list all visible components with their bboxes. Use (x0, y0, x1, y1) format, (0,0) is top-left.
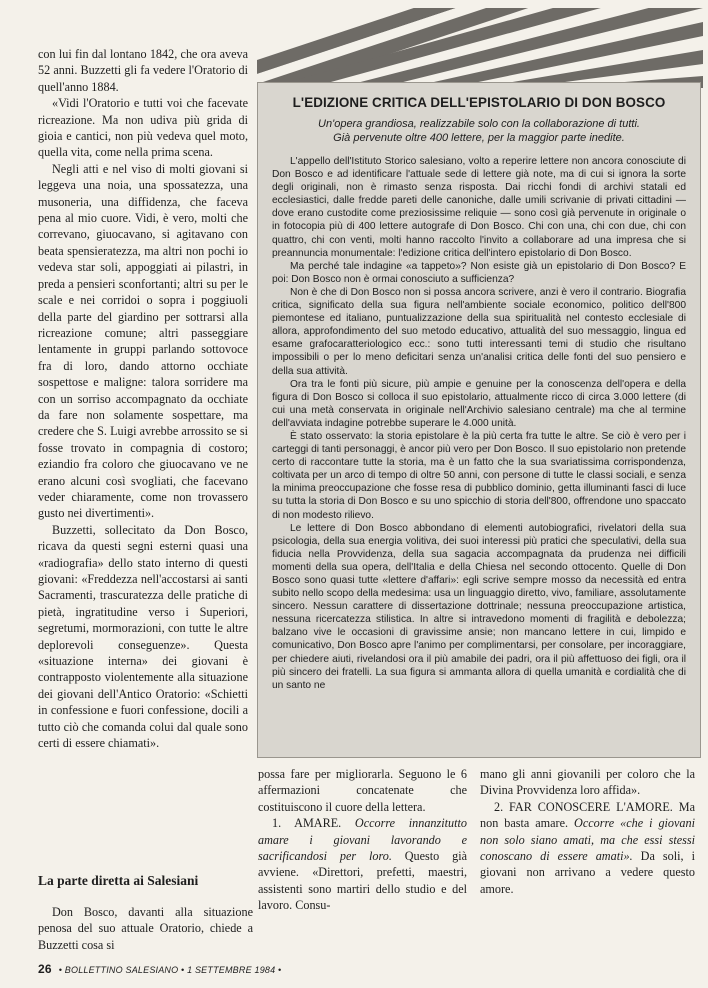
section-body: Don Bosco, davanti alla situazione penosa del suo attuale Oratorio, chiede a Buzzetti cosa si (38, 905, 253, 952)
box-paragraph-3: Non è che di Don Bosco non si possa ancora scrivere, anzi è vero il contrario. Biografia critica, significato della sua figura nell'ambiente sociale economico, politico dell'800 piemontese ed italiano, puntualizzazione della sua spiritualità nel contesto ecclesiale di allora, approfondimento del suo metodo educativo, attualità del suo messaggio, lingua ed esame grafocaratteriologico ecc.: sono tutti interessanti temi di studio che risultano impossibili o per lo meno deficitari senza un'analisi critica delle fonti del suo pensiero e della sua attività. (272, 286, 686, 377)
left-column (38, 46, 248, 751)
lower-column-3 (480, 766, 695, 897)
epistolario-box (257, 8, 703, 758)
box-paragraph-1: L'appello dell'Istituto Storico salesiano, volto a reperire lettere non ancora conosciute di Don Bosco e ad identificare l'attuale sede di lettere già note, ma di cui si ignora la sorte degli originali, non è rimasto senza risposta. Dai ricchi fondi di archivi statali ed ecclesiastici, dalle fredde pareti delle canoniche, dalle umili scrivanie di privati cittadini — dove erano custodite come preziosissime reliquie — sono così già pervenute in originale o in fotocopia più di 400 lettere autografe di Don Bosco. Chi con una, chi con due, chi con quattro, chi con venti, molti hanno raccolto l'invito a collaborare ad una impresa che si preannuncia monumentale: l'edizione critica dell'intero epistolario di Don Bosco. (272, 156, 686, 259)
box-content (257, 82, 701, 758)
col3-paragraph-1: mano gli anni giovanili per coloro che la Divina Provvidenza loro affida». (480, 767, 695, 798)
stripe-decoration (257, 8, 703, 88)
magazine-credit: • BOLLETTINO SALESIANO • 1 SETTEMBRE 1984 • (58, 965, 282, 975)
box-paragraph-4: Ora tra le fonti più sicure, più ampie e genuine per la conoscenza dell'opera e della figura di Don Bosco si colloca il suo epistolario, attualmente ricco di circa 3.000 lettere (di cui una metà conservata in originale nell'Archivio salesiano centrale) ma che al termine dell'avviata indagine potrebbe superare le 4.000 unità. (272, 378, 686, 429)
box-paragraph-2: Ma perché tale indagine «a tappeto»? Non esiste già un epistolario di Don Bosco? E poi: Don Bosco non è ormai conosciuto a sufficienza? (272, 260, 686, 285)
col2-lead: 1. AMARE. (272, 816, 355, 831)
left-paragraph-2: «Vidi l'Oratorio e tutti voi che facevate ricreazione. Ma non udiva più grida di gioia e cantici, non più vedeva quel moto, quella vita, come nella prima scena. (38, 96, 248, 160)
left-paragraph-3: Negli atti e nel viso di molti giovani si leggeva una noia, una spossatezza, una musoneria, una diffidenza, che faceva pena al mio cuore. Vidi, è vero, molti che correvano, giuocavano, si agitavano con beata spensieratezza, ma altri non pochi io vedeva star soli, appoggiati ai pilastri, in preda a pensieri sconfortanti; altri su per le scale e nei corridoi o sopra i poggiuoli della parte del giardino per sottrarsi alla ricreazione comune; altri passeggiare lentamente in gruppi parlando sottovoce fra di loro, dando attorno occhiate sospettose e maligne: talora sorridere ma con un sorriso accompagnato da occhiate da fare non solamente sospettare, ma credere che S. Luigi avrebbe arrossito se si fosse trovato in compagnia di costoro; eziandio fra coloro che giuocavano ve ne erano alcuni così svogliati, che facevano veder chiaramente, come non trovassero gusto nei divertimenti». (38, 161, 248, 521)
col3-lead: 2. FAR CONOSCERE L'AMORE. Ma non basta amare. (480, 799, 695, 831)
lower-column-2 (258, 766, 467, 914)
box-paragraph-6: Le lettere di Don Bosco abbondano di elementi autobiografici, rivelatori della sua psicologia, della sua energia volitiva, dei suoi interessi più pratici che speculativi, della sua fiducia nella Provvidenza, della sua sagacia accompagnata da prudenza nei difficili momenti della sua opera, dell'Italia e della Chiesa nel secondo ottocento. Quelle di Don Bosco sono quasi tutte «lettere d'affari»: egli scrive sempre mosso da necessità ed entra subito nello scopo della medesima: usa un linguaggio diretto, vivo, familiare, assolutamente sincero. Nessun carattere di dissertazione dottrinale; nessuna preoccupazione artistica, nessuna ricercatezza stilistica. In altre si intravedono momenti di fragilità e debolezza; balzano vive le occasioni di gravissime ansie; non mancano lettere in cui, limpido e comunicativo, Don Bosco apre l'animo per complimentarsi, per consolare, per incoraggiare, per chiedere aiuti, rivelandosi ora il più amabile dei padri, ora il più affettuoso dei figli, ora il più sincero dei fratelli. La sua figura si ammanta allora di quella umanità e cordialità che di un santo ne (272, 522, 686, 691)
box-paragraph-5: È stato osservato: la storia epistolare è la più certa fra tutte le altre. Se ciò è vero per i carteggi di tanti personaggi, è ancor più vero per Don Bosco. Il suo epistolario non pretende certo di raccontare tutte la storia, ma è un fatto che la sua svariatissima corrispondenza, coltivata per un arco di tempo di oltre 50 anni, con persone di tutte le classi sociali, e senza la minima preoccupazione che fosse resa di pubblico dominio, getta illuminanti fasci di luce su tutta la storia di Don Bosco e su uno spicchio di storia dell'800, offrendone uno spaccato di non modesto rilievo. (272, 430, 686, 521)
box-subtitle-line-1: Un'opera grandiosa, realizzabile solo con la collaborazione di tutti. (318, 118, 640, 130)
col2-rest: Questo già avviene. «Direttori, prefetti, maestri, assistenti sono martiri dello studio e del lavoro. Consu- (258, 849, 468, 913)
left-paragraph-1: con lui fin dal lontano 1842, che ora aveva 52 anni. Buzzetti gli fa vedere l'Oratorio di quell'anno 1884. (38, 47, 248, 94)
page-footer (38, 962, 281, 976)
left-paragraph-4: Buzzetti, sollecitato da Don Bosco, ricava da questi segni esterni quasi una «radiografia» dello stato interno di questi giovani: «Freddezza nell'accostarsi ai santi Sacramenti, trascuratezza delle pratiche di pietà, ingratitudine verso i Superiori, segretumi, mormorazioni, con tutte le altre deplorevoli conseguenze». Questa «situazione interna» dei giovani è contrapposto violentemente alla situazione dei giovani dell'Antico Oratorio: «Schietti in confessione e fuori confessione, docili a tutto ciò che comanda colui dal quale sono certi di essere chiamati». (38, 522, 248, 751)
col3-rest: Da soli, i giovani non arrivano a vedere questo amore. (480, 849, 695, 896)
section-heading: La parte diretta ai Salesiani (38, 873, 199, 888)
col3-paragraph-2 (480, 799, 695, 897)
page-number: 26 (38, 962, 52, 976)
box-subtitle-line-2: Già pervenute oltre 400 lettere, per la maggior parte inedite. (333, 131, 625, 144)
col2-paragraph-2 (258, 815, 467, 913)
box-title: L'EDIZIONE CRITICA DELL'EPISTOLARIO DI DON BOSCO (292, 95, 666, 110)
col2-paragraph-1: possa fare per migliorarla. Seguono le 6 affermazioni concatenate che costituiscono il cuore della lettera. (258, 767, 467, 814)
col2-italic: Occorre innanzitutto amare i giovani lavorando e sacrificandosi per loro. (258, 816, 467, 864)
box-subtitle (272, 118, 686, 145)
col3-italic: Occorre «che i giovani non solo siano amati, ma che essi stessi conoscano di essere amati». (480, 816, 695, 864)
